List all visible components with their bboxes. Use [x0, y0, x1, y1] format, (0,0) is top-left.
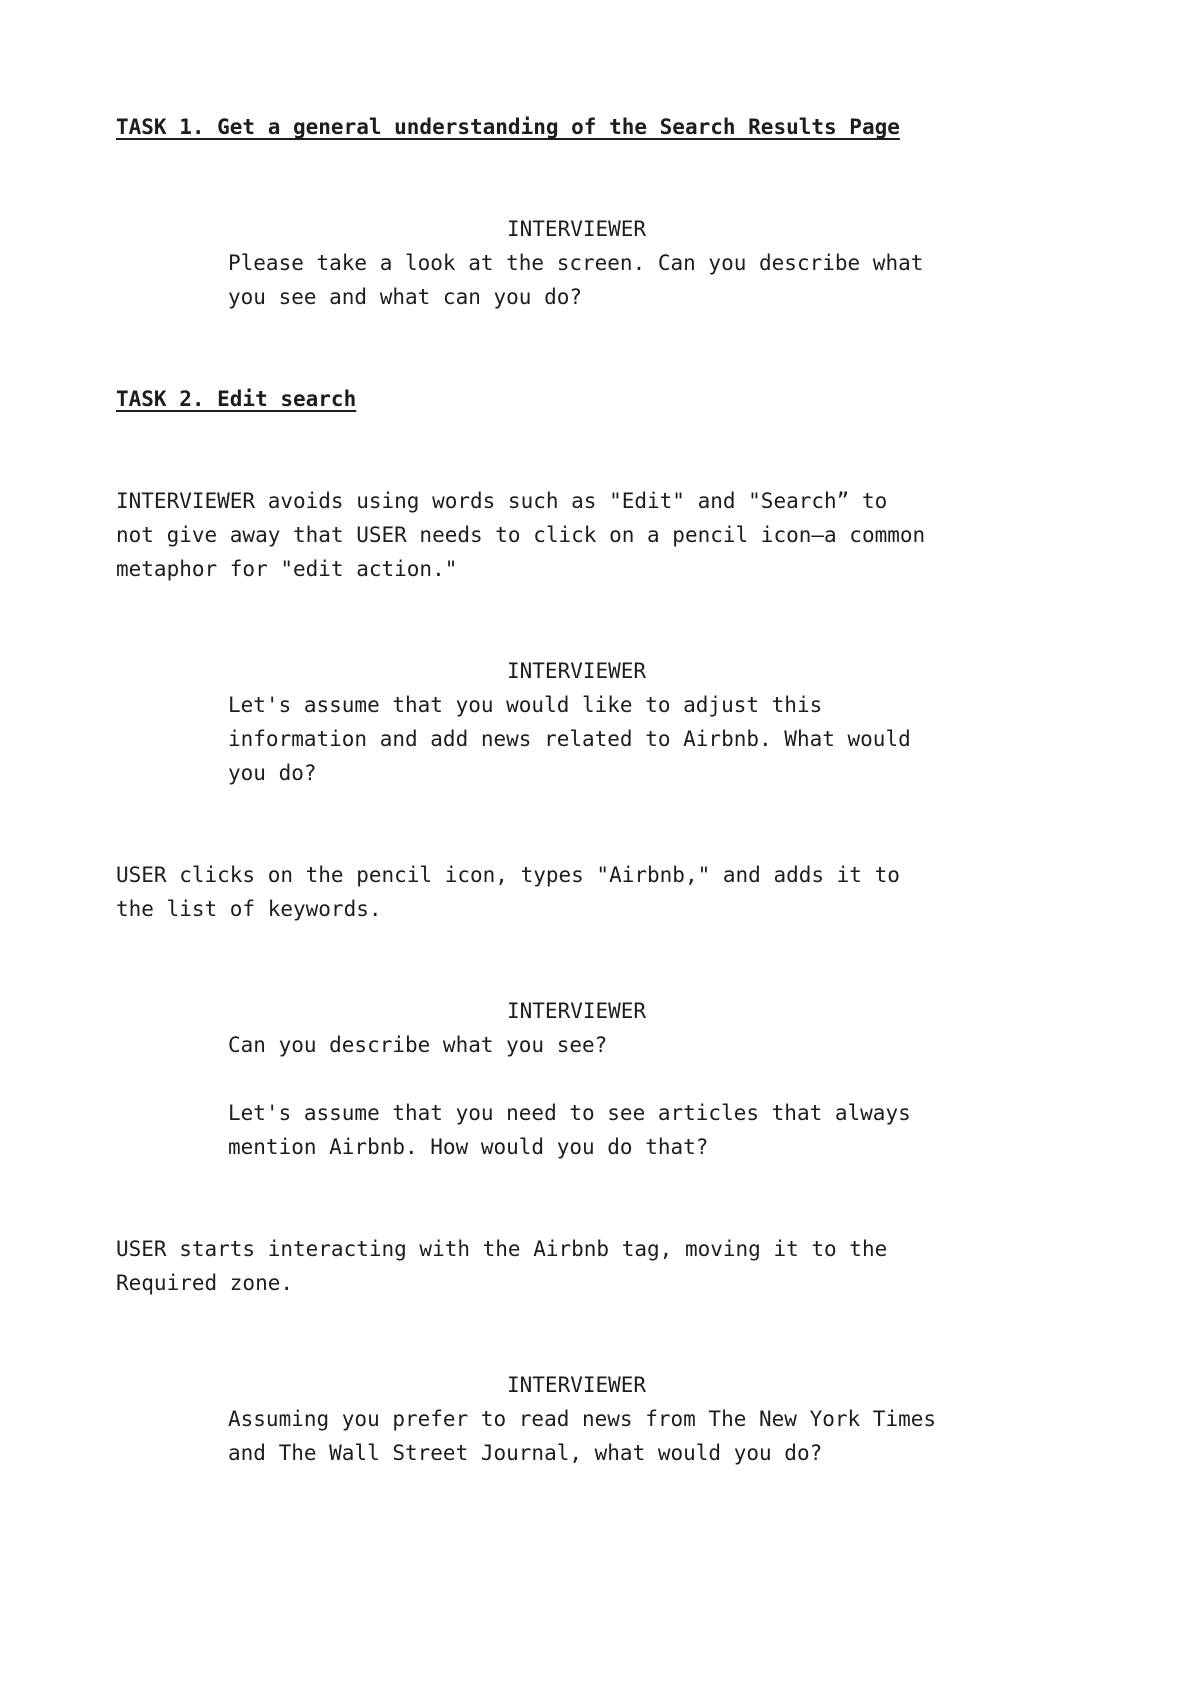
action-text: USER starts interacting with the Airbnb tag, moving it to the Required zone. — [116, 1237, 888, 1295]
task-1-heading: TASK 1. Get a general understanding of the Search Results Page — [116, 115, 900, 139]
dialogue-text: Can you describe what you see? Let's assume that you need to see articles that always mention Airbnb. How would you do that? — [228, 1033, 911, 1159]
action-text: USER clicks on the pencil icon, types "Airbnb," and adds it to the list of keywords. — [116, 863, 900, 921]
speaker-name: INTERVIEWER — [507, 217, 647, 241]
speaker-name: INTERVIEWER — [507, 659, 647, 683]
dialogue-text: Assuming you prefer to read news from The New York Times and The Wall Street Journal, what would you do? — [228, 1407, 937, 1465]
dialogue-text: Please take a look at the screen. Can you describe what you see and what can you do? — [228, 251, 924, 309]
dialogue-text: Let's assume that you would like to adjust this information and add news related to Airbnb. What would you do? — [228, 693, 911, 785]
speaker-name: INTERVIEWER — [507, 999, 647, 1023]
action-text: INTERVIEWER avoids using words such as "Edit" and "Search” to not give away that USER needs to click on a pencil icon—a common metaphor for "edit action." — [116, 489, 926, 581]
task-2-heading: TASK 2. Edit search — [116, 387, 357, 411]
speaker-name: INTERVIEWER — [507, 1373, 647, 1397]
